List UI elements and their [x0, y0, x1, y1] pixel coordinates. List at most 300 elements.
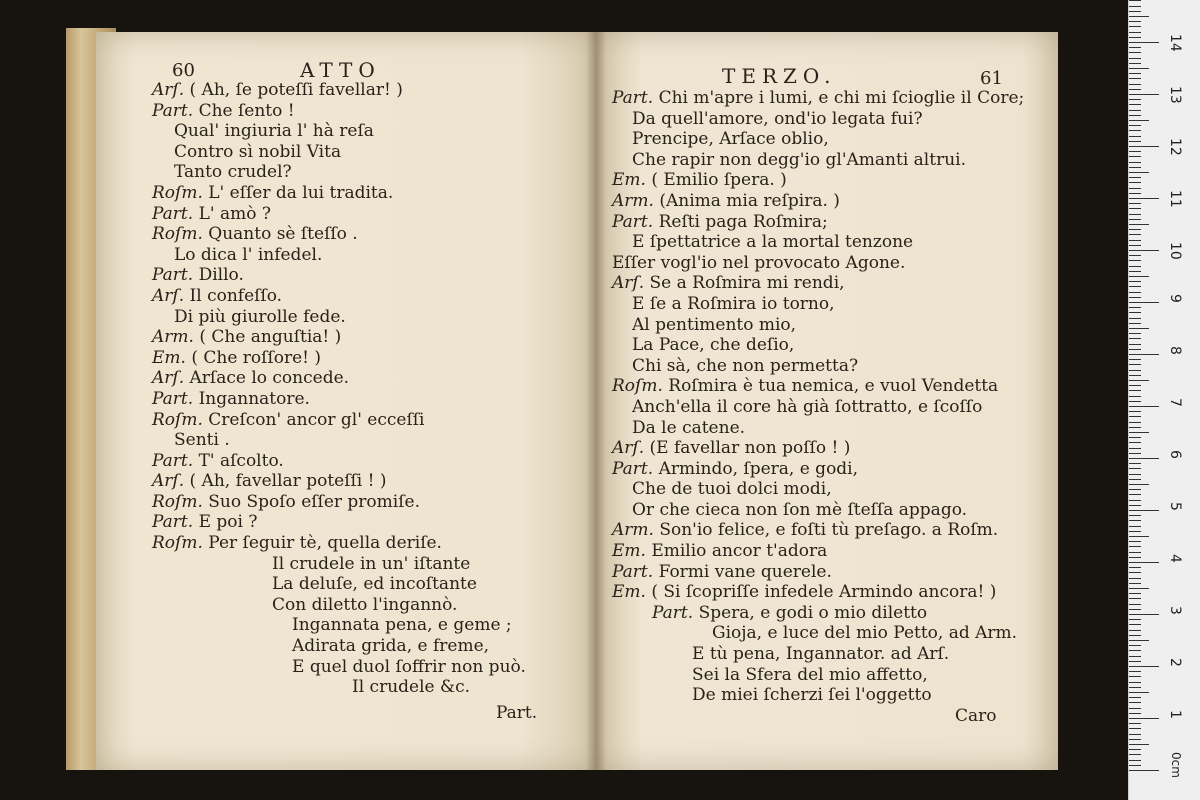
- line-text: Anch'ella il core hà già ſottratto, e ſcoſſo: [632, 396, 983, 417]
- speaker-name: Part.: [152, 265, 194, 286]
- ruler-tick: [1129, 16, 1149, 17]
- text-line: [612, 520, 1024, 541]
- ruler-tick: [1129, 328, 1149, 329]
- ruler-tick: [1129, 84, 1141, 85]
- ruler-tick: [1129, 650, 1141, 651]
- line-text: E quel duol ſoffrir non può.: [292, 656, 526, 677]
- ruler-tick: [1129, 255, 1141, 256]
- ruler-tick: [1129, 682, 1141, 683]
- line-text: Il confeſſo.: [189, 285, 283, 306]
- line-text: Contro sì nobil Vita: [174, 141, 342, 162]
- text-line: [152, 492, 526, 513]
- ruler-tick: [1129, 271, 1141, 272]
- text-line: [152, 595, 526, 616]
- text-line: [612, 150, 1024, 171]
- ruler-tick: [1129, 666, 1159, 667]
- line-text: Arſace lo concede.: [189, 368, 350, 389]
- speaker-name: Em.: [612, 170, 646, 191]
- line-text: Dillo.: [198, 265, 244, 286]
- ruler-tick: [1129, 42, 1159, 43]
- line-text: Eſſer vogl'io nel provocato Agone.: [612, 252, 906, 273]
- text-line: [612, 644, 1024, 665]
- ruler-tick: [1129, 734, 1141, 735]
- ruler-tick: [1129, 364, 1141, 365]
- ruler-tick: [1129, 609, 1141, 610]
- speaker-name: Arm.: [152, 327, 194, 348]
- line-text: E ſpettatrice a la mortal tenzone: [632, 232, 914, 253]
- line-text: E ſe a Roſmira io torno,: [632, 293, 835, 314]
- ruler-tick: [1129, 536, 1149, 537]
- ruler-tick: [1129, 292, 1141, 293]
- line-text: Con diletto l'ingannò.: [272, 594, 458, 615]
- ruler-tick: [1129, 442, 1141, 443]
- ruler-tick: [1129, 765, 1141, 766]
- speaker-name: Part.: [152, 203, 194, 224]
- speaker-name: Roſm.: [612, 376, 663, 397]
- ruler-tick: [1129, 78, 1141, 79]
- ruler-tick: [1129, 411, 1141, 412]
- ruler-tick: [1129, 744, 1149, 745]
- text-line: [152, 677, 526, 698]
- text-line: [152, 389, 526, 410]
- book-gutter: [586, 32, 606, 770]
- text-line: [152, 327, 526, 348]
- right-page-text: [612, 88, 1024, 706]
- speaker-name: Arm.: [612, 520, 654, 541]
- text-line: [152, 80, 526, 101]
- ruler-tick: [1129, 567, 1141, 568]
- ruler-label: 14: [1167, 34, 1183, 52]
- ruler-tick: [1129, 21, 1141, 22]
- speaker-name: Roſm.: [152, 491, 203, 512]
- line-text: Chi m'apre i lumi, e chi mi ſcioglie il Core;: [658, 88, 1025, 108]
- line-text: Creſcon' ancor gl' ecceſſi: [208, 409, 425, 430]
- ruler-label: 4: [1167, 554, 1183, 563]
- ruler-tick: [1129, 318, 1141, 319]
- ruler-tick: [1129, 385, 1141, 386]
- text-line: [612, 294, 1024, 315]
- ruler-tick: [1129, 541, 1141, 542]
- ruler-tick: [1129, 588, 1149, 589]
- ruler-tick: [1129, 11, 1141, 12]
- text-line: [612, 665, 1024, 686]
- line-text: Ingannata pena, e geme ;: [292, 615, 512, 636]
- line-text: Son'io felice, e foſti tù preſago. a Roſm.: [659, 520, 999, 541]
- text-line: [612, 500, 1024, 521]
- ruler-tick: [1129, 130, 1141, 131]
- line-text: Che de tuoi dolci modi,: [632, 479, 832, 500]
- ruler-tick: [1129, 32, 1141, 33]
- ruler-tick: [1129, 286, 1141, 287]
- line-text: T' aſcolto.: [198, 450, 284, 471]
- text-line: [612, 88, 1024, 109]
- ruler-tick: [1129, 676, 1141, 677]
- text-line: [612, 623, 1024, 644]
- speaker-name: Roſm.: [152, 224, 203, 245]
- line-text: Lo dica l' infedel.: [174, 244, 323, 265]
- text-line: [612, 212, 1024, 233]
- line-text: Ingannatore.: [198, 388, 310, 409]
- ruler-tick: [1129, 687, 1141, 688]
- ruler-tick: [1129, 198, 1159, 199]
- ruler-tick: [1129, 323, 1141, 324]
- text-line: [612, 459, 1024, 480]
- ruler-tick: [1129, 390, 1141, 391]
- ruler-tick: [1129, 120, 1149, 121]
- ruler-tick: [1129, 505, 1141, 506]
- ruler-tick: [1129, 73, 1141, 74]
- right-running-head: TERZO.: [722, 64, 837, 88]
- line-text: Chi sà, che non permetta?: [632, 355, 859, 376]
- text-line: [612, 603, 1024, 624]
- ruler-tick: [1129, 552, 1141, 553]
- ruler-tick: [1129, 640, 1149, 641]
- line-text: Gioja, e luce del mio Petto, ad Arm.: [712, 623, 1018, 644]
- text-line: [612, 109, 1024, 130]
- line-text: Il crudele &c.: [352, 677, 471, 698]
- ruler-tick: [1129, 359, 1141, 360]
- ruler-label: 2: [1167, 658, 1183, 667]
- ruler-tick: [1129, 500, 1141, 501]
- line-text: (E favellar non poſſo ! ): [649, 438, 851, 459]
- line-text: ( Che anguſtia! ): [199, 327, 342, 348]
- ruler-tick: [1129, 578, 1141, 579]
- speaker-name: Arm.: [612, 190, 654, 211]
- ruler-tick: [1129, 760, 1141, 761]
- line-text: Qual' ingiuria l' hà reſa: [174, 121, 374, 142]
- text-line: [152, 204, 526, 225]
- speaker-name: Arſ.: [152, 368, 185, 389]
- ruler-tick: [1129, 349, 1141, 350]
- speaker-name: Part.: [152, 450, 194, 471]
- ruler-tick: [1129, 396, 1141, 397]
- ruler-tick: [1129, 47, 1141, 48]
- ruler-tick: [1129, 520, 1141, 521]
- ruler-tick: [1129, 0, 1141, 1]
- line-text: De miei ſcherzi ſei l'oggetto: [692, 685, 932, 706]
- ruler-tick: [1129, 136, 1141, 137]
- ruler-tick: [1129, 593, 1141, 594]
- ruler-tick: [1129, 572, 1141, 573]
- line-text: Senti .: [174, 430, 230, 451]
- ruler-tick: [1129, 245, 1141, 246]
- text-line: [152, 121, 526, 142]
- text-line: [152, 574, 526, 595]
- ruler-tick: [1129, 635, 1141, 636]
- line-text: Adirata grida, e freme,: [292, 636, 490, 657]
- ruler-tick: [1129, 406, 1159, 407]
- ruler-tick: [1129, 276, 1149, 277]
- ruler-label: 13: [1167, 86, 1183, 104]
- ruler-tick: [1129, 260, 1141, 261]
- ruler-tick: [1129, 739, 1141, 740]
- line-text: E tù pena, Ingannator. ad Arſ.: [692, 644, 950, 665]
- ruler-tick: [1129, 557, 1141, 558]
- line-text: Che rapir non degg'io gl'Amanti altrui.: [632, 149, 966, 170]
- text-line: [152, 554, 526, 575]
- text-line: [152, 512, 526, 533]
- speaker-name: Em.: [612, 541, 646, 562]
- text-line: [612, 129, 1024, 150]
- ruler-tick: [1129, 468, 1141, 469]
- ruler-tick: [1129, 281, 1141, 282]
- ruler-tick: [1129, 234, 1141, 235]
- ruler-tick: [1129, 401, 1141, 402]
- ruler-tick: [1129, 645, 1141, 646]
- ruler-tick: [1129, 671, 1141, 672]
- text-line: [152, 245, 526, 266]
- text-line: [612, 562, 1024, 583]
- line-text: E poi ?: [198, 512, 258, 533]
- ruler-tick: [1129, 713, 1141, 714]
- line-text: Per ſeguir tè, quella deriſe.: [208, 533, 442, 554]
- line-text: Da le catene.: [632, 417, 746, 438]
- line-text: L' eſſer da lui tradita.: [208, 182, 394, 203]
- ruler-label: 9: [1167, 294, 1183, 303]
- line-text: Di più giurolle fede.: [174, 306, 346, 327]
- ruler-tick: [1129, 203, 1141, 204]
- ruler-tick: [1129, 463, 1141, 464]
- text-line: [152, 307, 526, 328]
- ruler-tick: [1129, 448, 1141, 449]
- right-catchword: Caro: [955, 706, 997, 726]
- text-line: [612, 273, 1024, 294]
- ruler-tick: [1129, 723, 1141, 724]
- speaker-name: Em.: [612, 582, 646, 603]
- ruler-tick: [1129, 141, 1141, 142]
- line-text: La Pace, che deſio,: [632, 335, 795, 356]
- text-line: [152, 636, 526, 657]
- ruler-tick: [1129, 63, 1141, 64]
- speaker-name: Arſ.: [152, 471, 185, 492]
- speaker-name: Part.: [612, 88, 654, 108]
- ruler-tick: [1129, 89, 1141, 90]
- ruler-tick: [1129, 214, 1141, 215]
- text-line: [152, 348, 526, 369]
- speaker-name: Part.: [152, 512, 194, 533]
- text-line: [152, 286, 526, 307]
- line-text: Il crudele in un' iſtante: [272, 553, 471, 574]
- text-line: [612, 335, 1024, 356]
- ruler-tick: [1129, 224, 1149, 225]
- text-line: [152, 368, 526, 389]
- text-line: [612, 479, 1024, 500]
- line-text: Che ſento !: [198, 100, 295, 121]
- line-text: Armindo, ſpera, e godi,: [658, 458, 859, 479]
- text-line: [612, 376, 1024, 397]
- ruler-tick: [1129, 702, 1141, 703]
- ruler-tick: [1129, 510, 1159, 511]
- line-text: ( Che roſſore! ): [191, 347, 322, 368]
- ruler-tick: [1129, 58, 1141, 59]
- ruler-tick: [1129, 338, 1141, 339]
- text-line: [152, 451, 526, 472]
- ruler-tick: [1129, 146, 1159, 147]
- text-line: [152, 533, 526, 554]
- ruler-tick: [1129, 598, 1141, 599]
- ruler-tick: [1129, 182, 1141, 183]
- ruler-tick: [1129, 219, 1141, 220]
- ruler-tick: [1129, 68, 1149, 69]
- ruler-tick: [1129, 344, 1141, 345]
- ruler-tick: [1129, 770, 1159, 771]
- ruler-label: 5: [1167, 502, 1183, 511]
- text-line: [612, 315, 1024, 336]
- line-text: La deluſe, ed incoſtante: [272, 574, 477, 595]
- ruler-tick: [1129, 354, 1159, 355]
- ruler-tick: [1129, 177, 1141, 178]
- line-text: Suo Spoſo eſſer promiſe.: [208, 491, 420, 512]
- speaker-name: Roſm.: [152, 533, 203, 554]
- speaker-name: Roſm.: [152, 409, 203, 430]
- line-text: Formi vane querele.: [658, 561, 832, 582]
- ruler-tick: [1129, 494, 1141, 495]
- ruler-tick: [1129, 229, 1141, 230]
- text-line: [612, 418, 1024, 439]
- speaker-name: Part.: [652, 602, 694, 623]
- ruler-tick: [1129, 422, 1141, 423]
- ruler-tick: [1129, 437, 1141, 438]
- ruler-label: 11: [1167, 190, 1183, 208]
- ruler-tick: [1129, 531, 1141, 532]
- ruler-label: 10: [1167, 242, 1183, 260]
- ruler-tick: [1129, 718, 1159, 719]
- ruler-tick: [1129, 380, 1149, 381]
- ruler-tick: [1129, 240, 1141, 241]
- text-line: [152, 224, 526, 245]
- line-text: Se a Roſmira mi rendi,: [649, 273, 845, 294]
- text-line: [612, 438, 1024, 459]
- text-line: [152, 657, 526, 678]
- right-page-number: 61: [980, 68, 1003, 89]
- speaker-name: Part.: [612, 561, 654, 582]
- text-line: [152, 615, 526, 636]
- ruler-tick: [1129, 110, 1141, 111]
- ruler-tick: [1129, 162, 1141, 163]
- speaker-name: Part.: [152, 388, 194, 409]
- ruler-tick: [1129, 104, 1141, 105]
- ruler-zero-label: 0cm: [1169, 752, 1183, 778]
- speaker-name: Arſ.: [612, 273, 645, 294]
- text-line: [152, 162, 526, 183]
- text-line: [612, 170, 1024, 191]
- ruler-tick: [1129, 728, 1141, 729]
- ruler-tick: [1129, 312, 1141, 313]
- ruler-tick: [1129, 484, 1149, 485]
- left-catchword: Part.: [496, 703, 538, 723]
- left-running-head: ATTO: [300, 58, 381, 82]
- ruler-tick: [1129, 302, 1159, 303]
- ruler-label: 3: [1167, 606, 1183, 615]
- left-page-text: [152, 80, 526, 698]
- line-text: Sei la Sfera del mio affetto,: [692, 664, 928, 685]
- ruler-tick: [1129, 266, 1141, 267]
- ruler-tick: [1129, 193, 1141, 194]
- line-text: Roſmira è tua nemica, e vuol Vendetta: [668, 376, 999, 397]
- text-line: [152, 183, 526, 204]
- text-line: [612, 685, 1024, 706]
- ruler-tick: [1129, 250, 1159, 251]
- ruler-tick: [1129, 474, 1141, 475]
- ruler-tick: [1129, 708, 1141, 709]
- ruler-tick: [1129, 661, 1141, 662]
- ruler-tick: [1129, 526, 1141, 527]
- ruler-tick: [1129, 167, 1141, 168]
- speaker-name: Roſm.: [152, 182, 203, 203]
- line-text: Or che cieca non ſon mè ſteſſa appago.: [632, 499, 968, 520]
- ruler-tick: [1129, 188, 1141, 189]
- ruler-tick: [1129, 115, 1141, 116]
- speaker-name: Part.: [612, 458, 654, 479]
- ruler-tick: [1129, 458, 1159, 459]
- line-text: ( Emilio ſpera. ): [651, 170, 787, 191]
- ruler-tick: [1129, 375, 1141, 376]
- ruler-tick: [1129, 562, 1159, 563]
- ruler-tick: [1129, 172, 1149, 173]
- line-text: ( Ah, favellar poteſſi ! ): [189, 471, 387, 492]
- line-text: Spera, e godi o mio diletto: [698, 602, 928, 623]
- line-text: Tanto crudel?: [174, 162, 292, 183]
- ruler-tick: [1129, 6, 1141, 7]
- ruler-tick: [1129, 479, 1141, 480]
- ruler-tick: [1129, 370, 1141, 371]
- text-line: [612, 582, 1024, 603]
- ruler-tick: [1129, 94, 1159, 95]
- ruler-label: 6: [1167, 450, 1183, 459]
- ruler-tick: [1129, 624, 1141, 625]
- ruler-tick: [1129, 453, 1141, 454]
- ruler-tick: [1129, 307, 1141, 308]
- text-line: [612, 397, 1024, 418]
- ruler-tick: [1129, 619, 1141, 620]
- text-line: [152, 265, 526, 286]
- ruler-tick: [1129, 156, 1141, 157]
- ruler-tick: [1129, 614, 1159, 615]
- ruler-tick: [1129, 432, 1149, 433]
- text-line: [612, 191, 1024, 212]
- ruler-tick: [1129, 416, 1141, 417]
- measurement-ruler: [1128, 0, 1200, 800]
- ruler-tick: [1129, 583, 1141, 584]
- line-text: Emilio ancor t'adora: [651, 541, 828, 562]
- ruler-label: 1: [1167, 710, 1183, 719]
- text-line: [152, 101, 526, 122]
- ruler-tick: [1129, 692, 1149, 693]
- speaker-name: Arſ.: [612, 438, 645, 459]
- ruler-tick: [1129, 26, 1141, 27]
- ruler-tick: [1129, 489, 1141, 490]
- ruler-tick: [1129, 333, 1141, 334]
- ruler-label: 8: [1167, 346, 1183, 355]
- ruler-tick: [1129, 125, 1141, 126]
- ruler-tick: [1129, 151, 1141, 152]
- text-line: [152, 142, 526, 163]
- ruler-tick: [1129, 656, 1141, 657]
- speaker-name: Arſ.: [152, 80, 185, 100]
- ruler-tick: [1129, 749, 1141, 750]
- line-text: Quanto sè ſteſſo .: [208, 224, 358, 245]
- ruler-tick: [1129, 208, 1141, 209]
- text-line: [152, 471, 526, 492]
- text-line: [612, 356, 1024, 377]
- line-text: Da quell'amore, ond'io legata fui?: [632, 108, 923, 129]
- ruler-tick: [1129, 754, 1141, 755]
- text-line: [152, 410, 526, 431]
- speaker-name: Em.: [152, 347, 186, 368]
- ruler-tick: [1129, 604, 1141, 605]
- text-line: [612, 232, 1024, 253]
- ruler-tick: [1129, 630, 1141, 631]
